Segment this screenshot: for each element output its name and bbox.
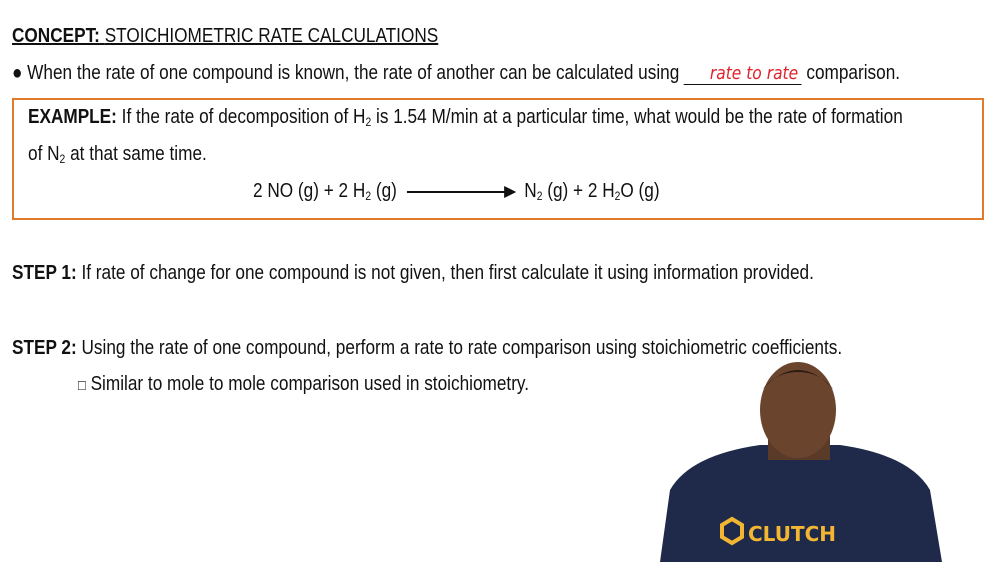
bullet-icon: ● <box>12 62 23 84</box>
head <box>760 362 836 458</box>
concept-title: CONCEPT: STOICHIOMETRIC RATE CALCULATIONS <box>12 25 439 47</box>
example-line-2: of $N_2$ at that same time. <box>28 143 207 166</box>
step-2: STEP 2: Using the rate of one compound, perform a rate to rate comparison using stoichiometric coefficients. <box>12 337 843 359</box>
step-1: STEP 1: If rate of change for one compound is not given, then first calculate it using information provided. <box>12 262 814 284</box>
checkbox-icon: □ <box>78 377 86 394</box>
step-2-subitem: □ Similar to mole to mole comparison used in stoichiometry. <box>78 373 530 395</box>
reaction-equation: 2 NO (g) + 2 $H_2$ (g) $N_2$ (g) + 2 $H_2O$ (g) <box>253 180 660 203</box>
clutch-logo-text: CLUTCH <box>748 522 837 546</box>
concept-bullet: ● When the rate of one compound is known, the rate of another can be calculated using rate to rate comparison. <box>12 62 901 84</box>
reaction-arrow-icon <box>407 191 515 193</box>
handwritten-answer: rate to rate <box>684 63 802 85</box>
instructor-video <box>650 350 950 562</box>
example-line-1: EXAMPLE: If the rate of decomposition of $H_2$ is 1.54 M/min at a particular time, what would be the rate of formation <box>28 106 903 129</box>
